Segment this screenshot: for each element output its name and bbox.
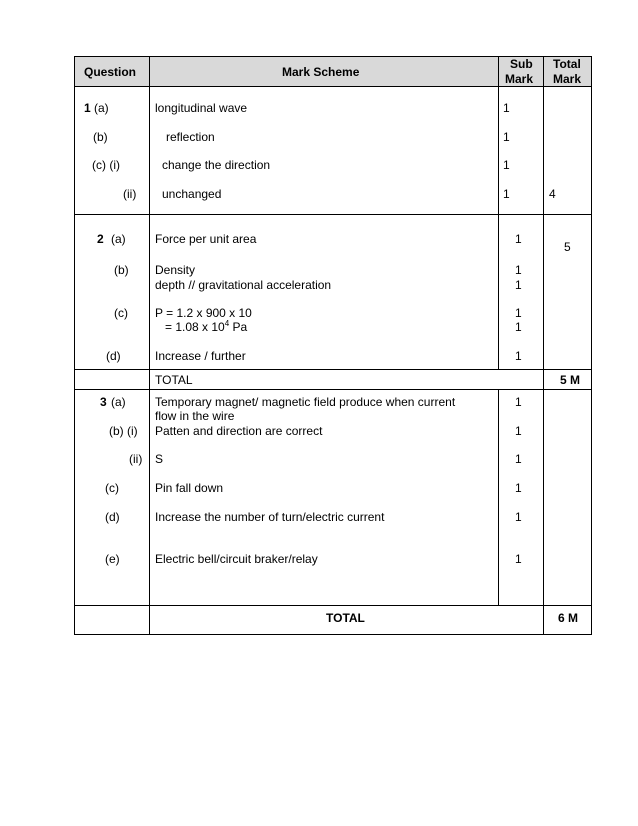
question-part-label: (a) [111,395,126,409]
question-part-label: (b) (i) [109,424,138,438]
answer-text: P = 1.2 x 900 x 10 [155,306,252,320]
question-part-label: (ii) [123,187,137,201]
answer-text: depth // gravitational acceleration [155,278,332,292]
answer-text: flow in the wire [155,409,235,423]
header-total-mark-line2: Mark [553,72,582,86]
sub-mark: 1 [515,278,522,292]
question-part-label: (d) [105,510,120,524]
answer-text: Increase the number of turn/electric current [155,510,385,524]
question-part-label: (e) [105,552,120,566]
answer-text: Force per unit area [155,232,257,246]
sub-mark: 1 [515,552,522,566]
sub-mark: 1 [515,306,522,320]
answer-text: Temporary magnet/ magnetic field produce when current [155,395,456,409]
question-part-label: (c) [105,481,119,495]
header-total-mark-line1: Total [553,57,581,71]
answer-text: unchanged [162,187,222,201]
total-value: 6 M [558,611,579,625]
answer-text: Pin fall down [155,481,224,495]
answer-text: change the direction [162,158,271,172]
sub-mark: 1 [515,395,522,409]
total-mark: 5 [564,240,571,254]
question-number: 2 [97,232,104,246]
question-part-label: (a) [94,101,109,115]
question-part-label: (c) [114,306,128,320]
answer-text: longitudinal wave [155,101,248,115]
sub-mark: 1 [515,510,522,524]
question-part-label: (c) (i) [92,158,120,172]
answer-text: Electric bell/circuit braker/relay [155,552,318,566]
question-number: 3 [100,395,107,409]
total-value: 5 M [560,373,581,387]
total-label: TOTAL [326,611,365,625]
answer-text: Patten and direction are correct [155,424,323,438]
answer-text: Density [155,263,196,277]
answer-text: reflection [166,130,215,144]
header-question: Question [84,65,137,79]
question-number: 1 [84,101,91,115]
question-part-label: (b) [114,263,129,277]
question-part-label: (a) [111,232,126,246]
header-sub-mark-line2: Mark [505,72,534,86]
sub-mark: 1 [515,424,522,438]
sub-mark: 1 [515,263,522,277]
sub-mark: 1 [515,349,522,363]
sub-mark: 1 [515,452,522,466]
question-part-label: (d) [106,349,121,363]
sub-mark: 1 [515,232,522,246]
sub-mark: 1 [515,320,522,334]
sub-mark: 1 [515,481,522,495]
answer-text: = 1.08 x $10^4$ Pa [165,319,248,334]
sub-mark: 1 [503,187,510,201]
header-sub-mark-line1: Sub [510,57,533,71]
sub-mark: 1 [503,130,510,144]
sub-mark: 1 [503,158,510,172]
sub-mark: 1 [503,101,510,115]
total-label: TOTAL [155,373,193,387]
answer-text: Increase / further [155,349,246,363]
total-mark: 4 [549,187,556,201]
answer-text: S [155,452,164,466]
question-part-label: (ii) [129,452,143,466]
question-part-label: (b) [93,130,108,144]
header-mark-scheme: Mark Scheme [282,65,360,79]
